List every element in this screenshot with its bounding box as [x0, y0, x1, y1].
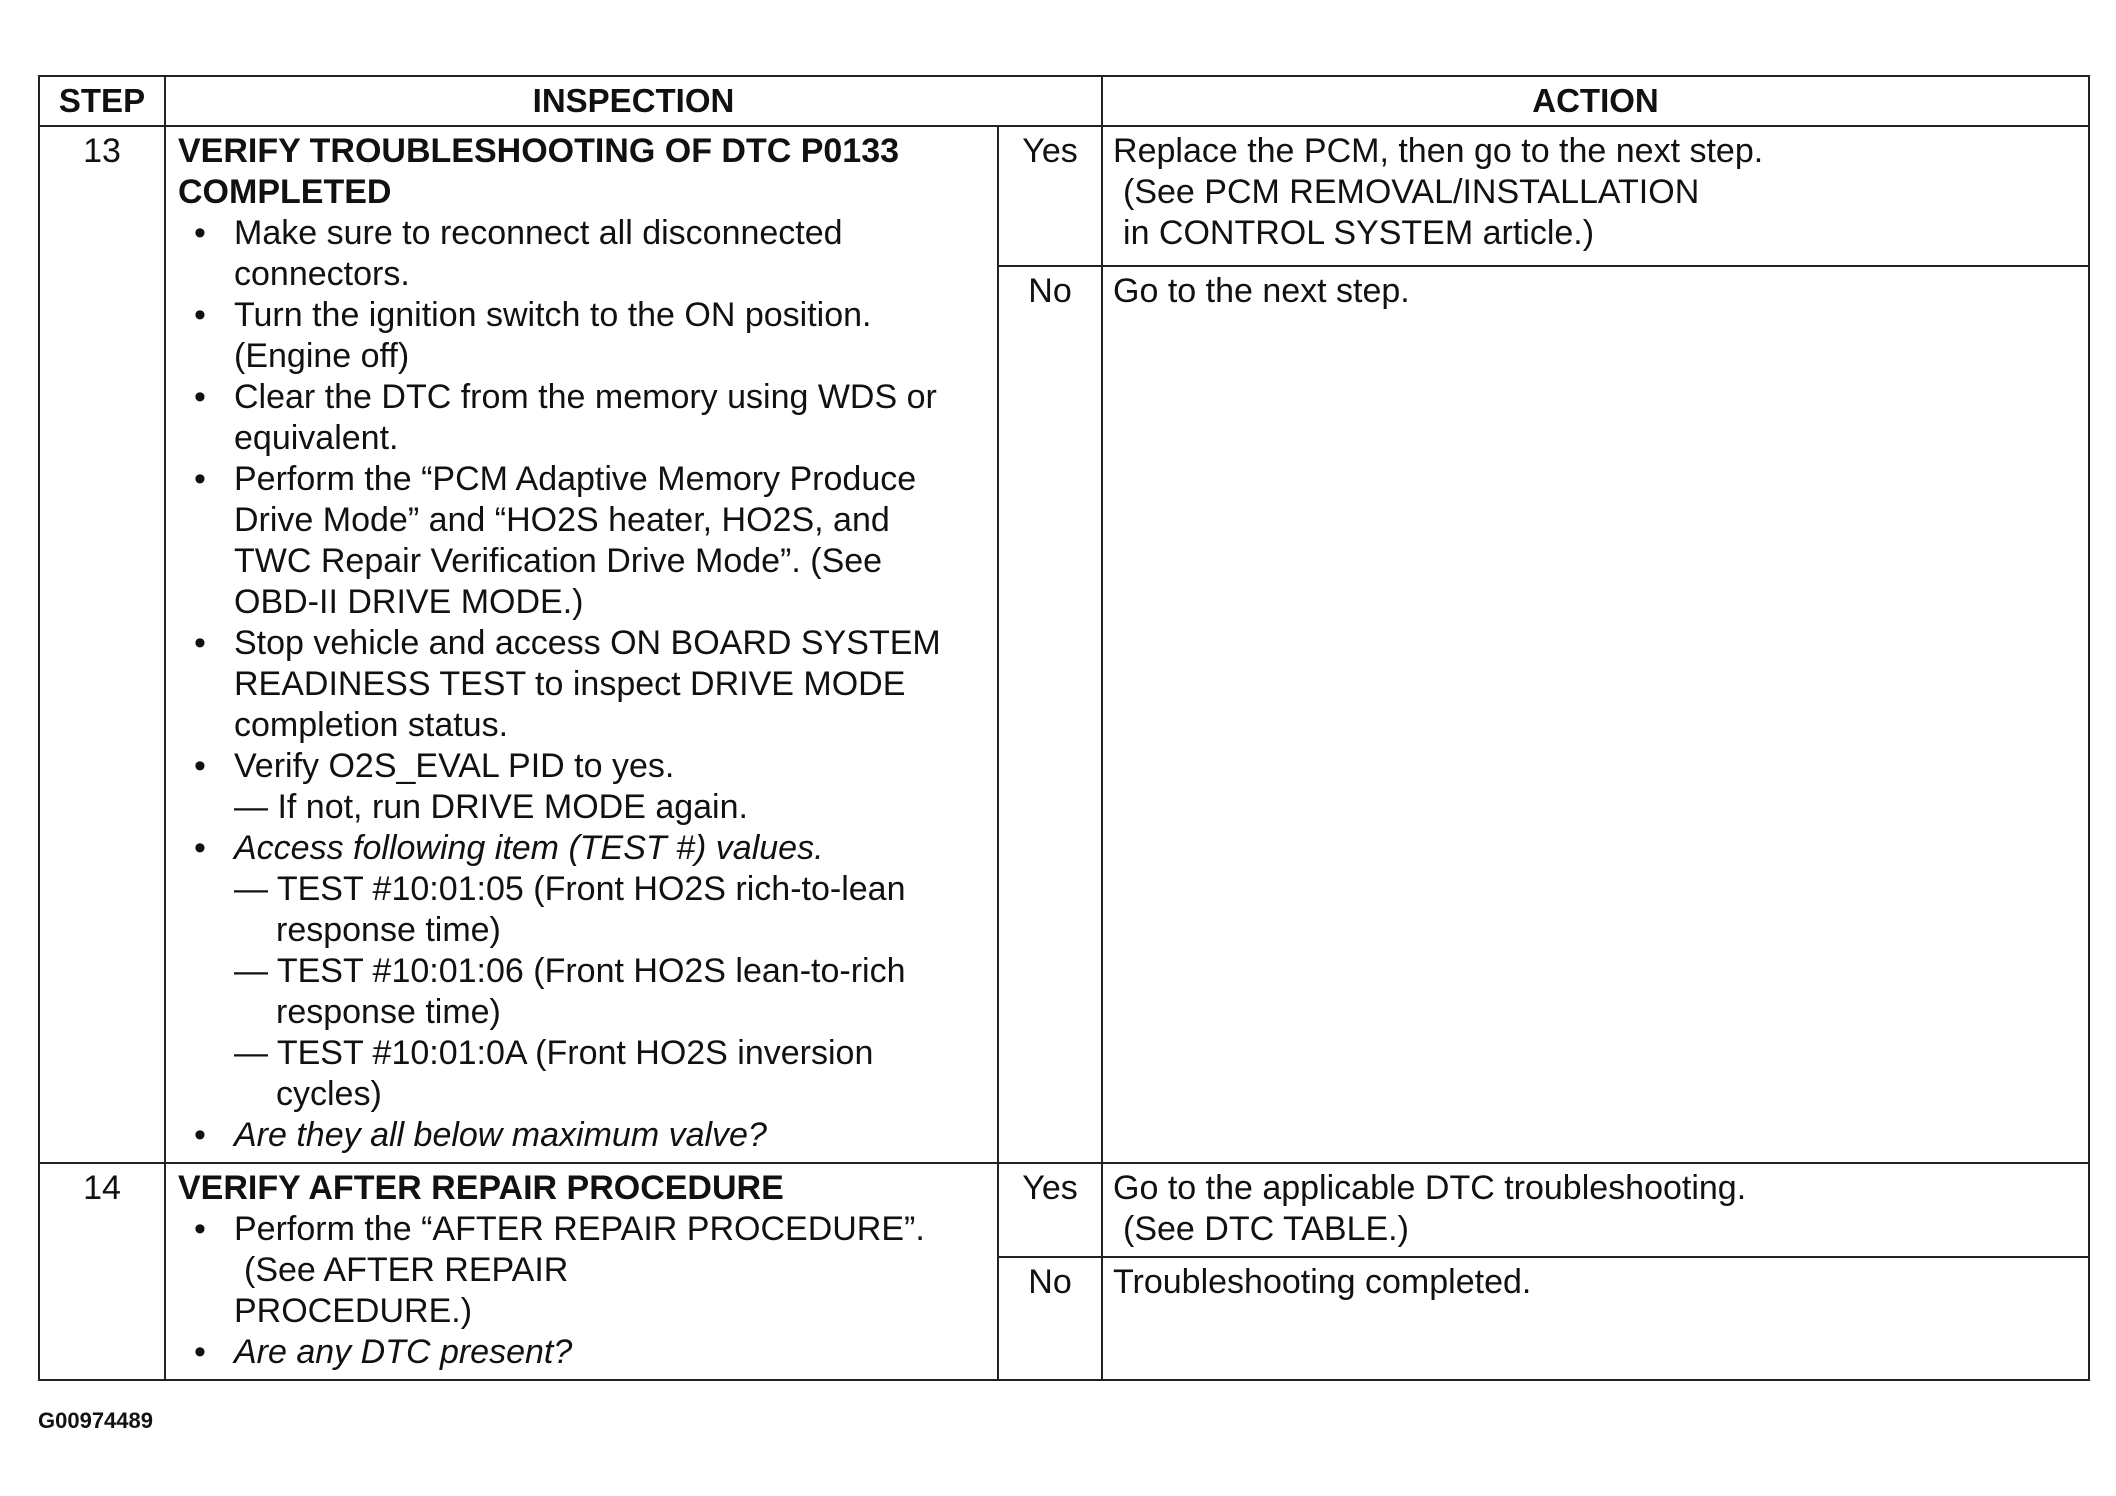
list-item: • Stop vehicle and access ON BOARD SYSTEM READINESS TEST to inspect DRIVE MODE completion status. [194, 624, 941, 744]
list-item: • Verify O2S_EVAL PID to yes. — If not, run DRIVE MODE again. [194, 747, 748, 826]
step-14-bullets [178, 1209, 989, 1373]
step-13-yes-label: Yes [998, 126, 1102, 266]
header-inspection: INSPECTION [165, 76, 1102, 126]
step-14-yes-row [39, 1163, 2089, 1257]
step-13-no-label: No [998, 266, 1102, 1163]
step-13-title: VERIFY TROUBLESHOOTING OF DTC P0133 COMPLETED [178, 132, 900, 211]
step-14-no-label: No [998, 1257, 1102, 1380]
list-item: • Clear the DTC from the memory using WDS or equivalent. [194, 378, 937, 457]
step-14-number: 14 [39, 1163, 165, 1380]
step-14-no-action: Troubleshooting completed. [1102, 1257, 2089, 1380]
list-item: • Access following item (TEST #) values. — TEST #10:01:05 (Front HO2S rich-to-lean response time) — TEST #10:01:06 (Front HO2S lean-to-rich response time) — TEST #10:01:0A (Front HO2S inversion cycles) [194, 829, 906, 1113]
step-14-title: VERIFY AFTER REPAIR PROCEDURE [178, 1169, 784, 1207]
step-14-yes-action: Go to the applicable DTC troubleshooting. (See DTC TABLE.) [1102, 1163, 2089, 1257]
list-item: • Make sure to reconnect all disconnected connectors. [194, 214, 843, 293]
header-step: STEP [39, 76, 165, 126]
list-item: • Are any DTC present? [194, 1333, 573, 1371]
list-item: • Are they all below maximum valve? [194, 1116, 767, 1154]
step-13-number: 13 [39, 126, 165, 1163]
step-13-no-action: Go to the next step. [1102, 266, 2089, 1163]
list-item: • Perform the “AFTER REPAIR PROCEDURE”. (See AFTER REPAIR PROCEDURE.) [194, 1210, 925, 1330]
step-13-yes-row [39, 126, 2089, 266]
header-row [39, 76, 2089, 126]
header-action: ACTION [1102, 76, 2089, 126]
step-14-inspection [165, 1163, 998, 1380]
list-item: • Perform the “PCM Adaptive Memory Produce Drive Mode” and “HO2S heater, HO2S, and TWC Repair Verification Drive Mode”. (See OBD-II DRIVE MODE.) [194, 460, 917, 621]
list-item: • Turn the ignition switch to the ON position. (Engine off) [194, 296, 872, 375]
step-13-yes-action: Replace the PCM, then go to the next step. (See PCM REMOVAL/INSTALLATION in CONTROL SYSTEM article.) [1102, 126, 2089, 266]
step-14-yes-label: Yes [998, 1163, 1102, 1257]
step-13-inspection [165, 126, 998, 1163]
figure-id: G00974489 [38, 1408, 153, 1433]
step-13-bullets [178, 213, 989, 1156]
troubleshooting-table [38, 75, 2090, 1381]
